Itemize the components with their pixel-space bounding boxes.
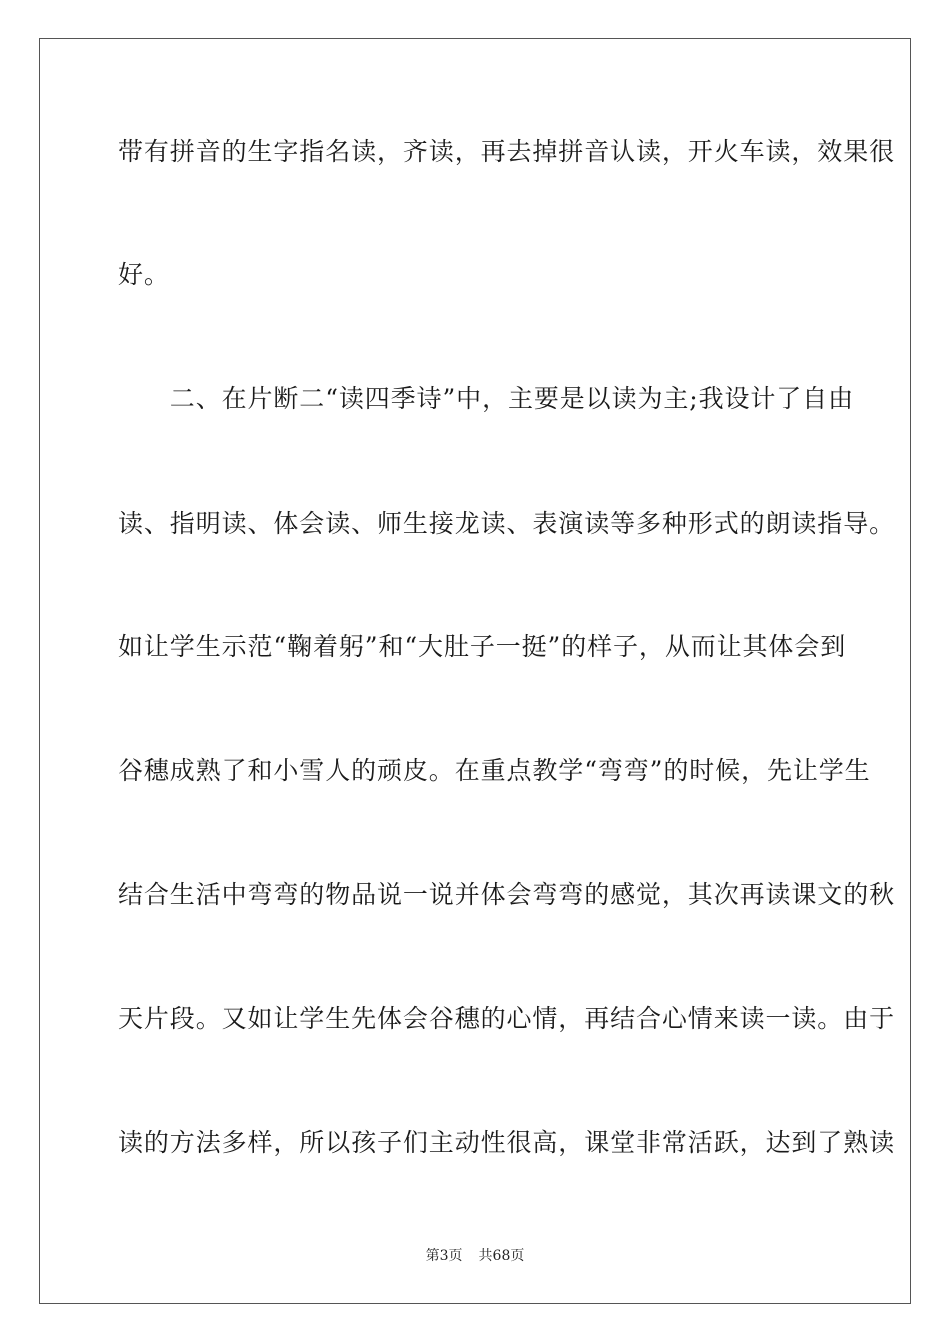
text-line: 读的方法多样，所以孩子们主动性很高，课堂非常活跃，达到了熟读: [118, 1128, 896, 1157]
page-border: [39, 38, 911, 1304]
page-footer: [0, 1247, 950, 1265]
text-line: 如让学生示范“鞠着躬”和“大肚子一挺”的样子，从而让其体会到: [118, 632, 847, 661]
paragraph-start-line: 二、在片断二“读四季诗”中，主要是以读为主;我设计了自由: [118, 384, 854, 413]
page-number: 第3页: [425, 1248, 463, 1264]
text-line: 带有拼音的生字指名读，齐读，再去掉拼音认读，开火车读，效果很: [118, 137, 896, 166]
text-line: 读、指明读、体会读、师生接龙读、表演读等多种形式的朗读指导。: [118, 509, 896, 538]
text-line: 结合生活中弯弯的物品说一说并体会弯弯的感觉，其次再读课文的秋: [118, 880, 896, 909]
text-line: 好。: [118, 260, 170, 289]
text-line: 天片段。又如让学生先体会谷穗的心情，再结合心情来读一读。由于: [118, 1004, 896, 1033]
page-total: 共68页: [478, 1248, 525, 1264]
text-line: 谷穗成熟了和小雪人的顽皮。在重点教学“弯弯”的时候，先让学生: [118, 756, 871, 785]
